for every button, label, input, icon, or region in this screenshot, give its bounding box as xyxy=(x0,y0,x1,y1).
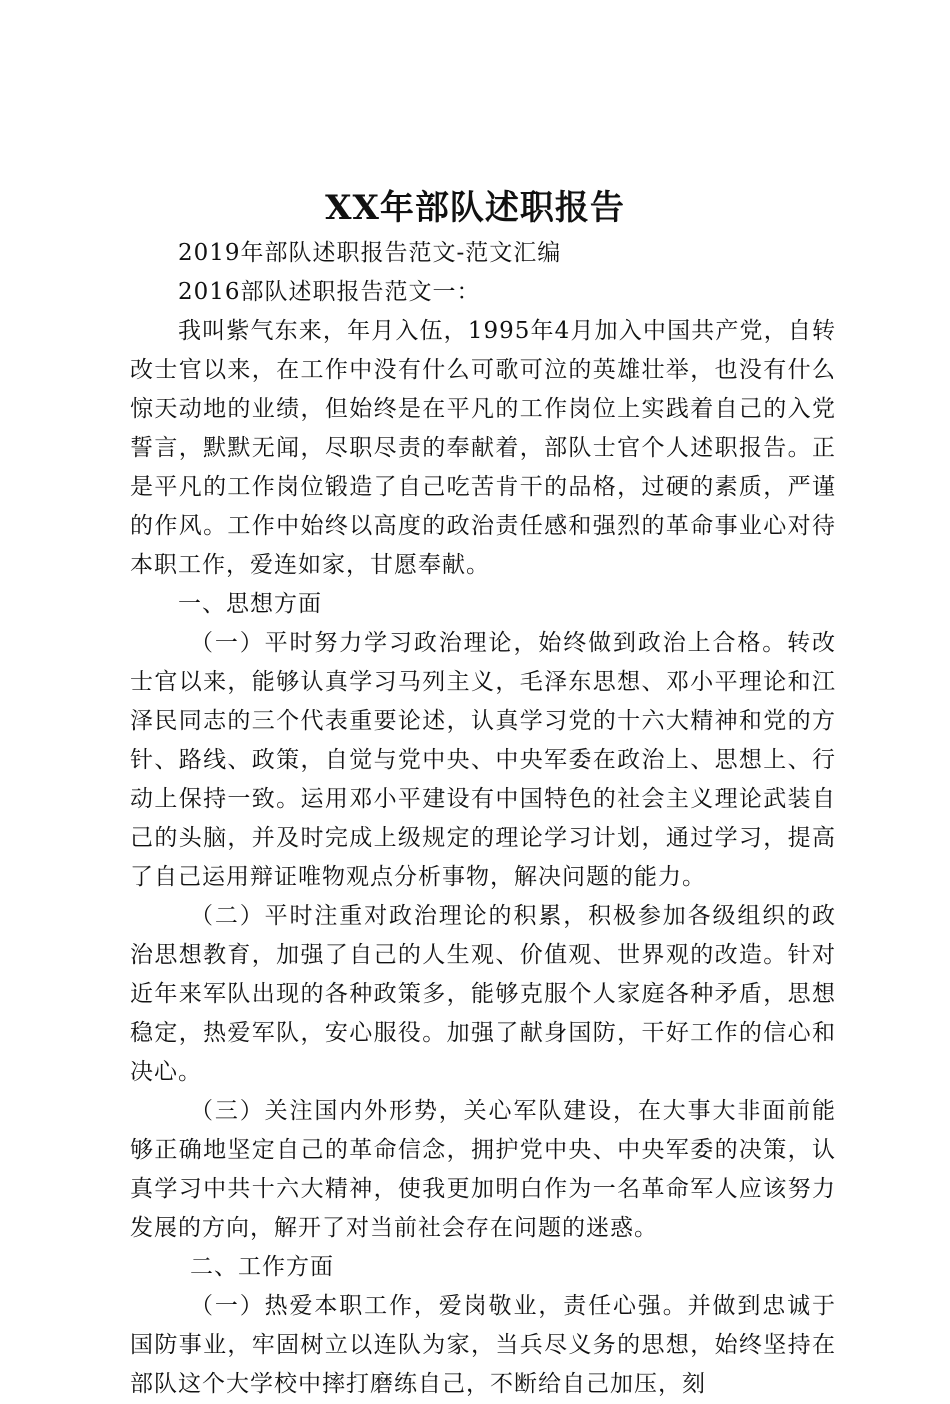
section-heading: 一、思想方面 xyxy=(178,591,322,617)
body-paragraph: （三）关注国内外形势，关心军队建设，在大事大非面前能够正确地坚定自己的革命信念，拥护党中央、中央军委的决策，认真学习中共十六大精神，使我更加明白作为一名革命军人应该努力发展的方向，解开了对当前社会存在问题的迷惑。 xyxy=(130,1098,836,1241)
document-title: XX年部队述职报告 xyxy=(325,188,625,228)
section-heading: 二、工作方面 xyxy=(190,1254,334,1280)
document-body xyxy=(130,234,836,1404)
body-paragraph: （二）平时注重对政治理论的积累，积极参加各级组织的政治思想教育，加强了自己的人生观、价值观、世界观的改造。针对近年来军队出现的各种政策多，能够克服个人家庭各种矛盾，思想稳定，热爱军队，安心服役。加强了献身国防，干好工作的信心和决心。 xyxy=(130,903,836,1085)
body-paragraph: （一）平时努力学习政治理论，始终做到政治上合格。转改士官以来，能够认真学习马列主义，毛泽东思想、邓小平理论和江泽民同志的三个代表重要论述，认真学习党的十六大精神和党的方针、路线、政策，自觉与党中央、中央军委在政治上、思想上、行动上保持一致。运用邓小平建设有中国特色的社会主义理论武装自己的头脑，并及时完成上级规定的理论学习计划，通过学习，提高了自己运用辩证唯物观点分析事物，解决问题的能力。 xyxy=(130,630,836,890)
body-paragraph: 我叫紫气东来，年月入伍，1995年4月加入中国共产党，自转改士官以来，在工作中没有什么可歌可泣的英雄壮举，也没有什么惊天动地的业绩，但始终是在平凡的工作岗位上实践着自己的入党誓言，默默无闻，尽职尽责的奉献着，部队士官个人述职报告。正是平凡的工作岗位锻造了自己吃苦肯干的品格，过硬的素质，严谨的作风。工作中始终以高度的政治责任感和强烈的革命事业心对待本职工作，爱连如家，甘愿奉献。 xyxy=(130,318,836,578)
subtitle-paragraph: 2019年部队述职报告范文-范文汇编 xyxy=(178,240,562,266)
body-paragraph: （一）热爱本职工作，爱岗敬业，责任心强。并做到忠诚于国防事业，牢固树立以连队为家，当兵尽义务的思想，始终坚持在部队这个大学校中摔打磨练自己，不断给自己加压，刻 xyxy=(130,1293,836,1397)
section-intro-paragraph: 2016部队述职报告范文一： xyxy=(178,279,481,305)
